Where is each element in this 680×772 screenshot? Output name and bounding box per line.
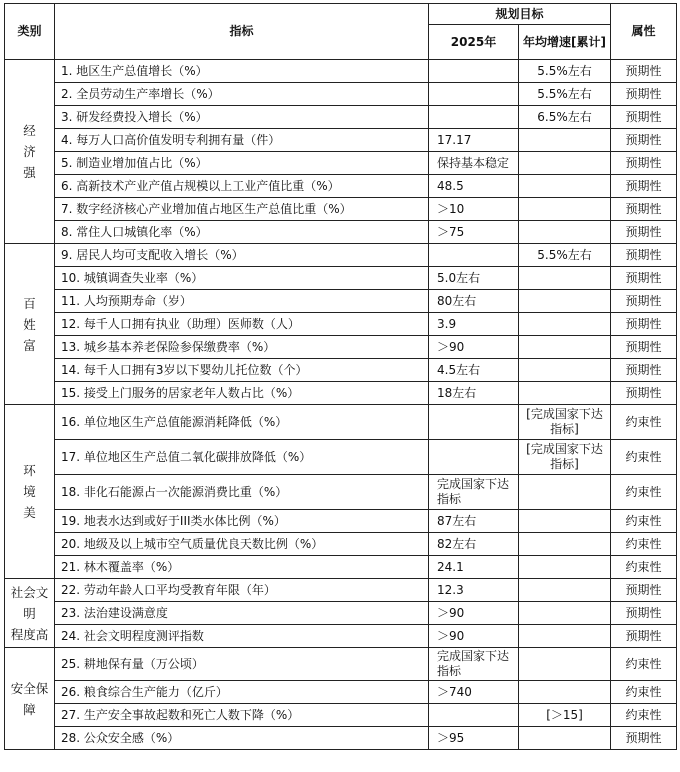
table-row [5,336,677,359]
table-row [5,382,677,405]
table-row [5,198,677,221]
target-cell [429,405,519,440]
table-row [5,704,677,727]
attribute-cell: 预期性 [611,175,677,198]
attribute-cell: 预期性 [611,60,677,83]
annual-rate-cell [519,681,611,704]
indicator-cell: 20. 地级及以上城市空气质量优良天数比例（%） [55,533,429,556]
table-row [5,359,677,382]
attribute-cell: 预期性 [611,579,677,602]
attribute-cell: 约束性 [611,405,677,440]
attribute-cell: 预期性 [611,727,677,750]
category-cell: 社会文明 程度高 [5,579,55,648]
indicator-cell: 24. 社会文明程度测评指数 [55,625,429,648]
annual-rate-cell [519,625,611,648]
target-cell: ＞75 [429,221,519,244]
indicator-cell: 11. 人均预期寿命（岁） [55,290,429,313]
target-cell: ＞90 [429,602,519,625]
indicator-cell: 1. 地区生产总值增长（%） [55,60,429,83]
indicator-cell: 6. 高新技术产业产值占规模以上工业产值比重（%） [55,175,429,198]
annual-rate-cell: [完成国家下达指标] [519,440,611,475]
attribute-cell: 约束性 [611,681,677,704]
table-row [5,405,677,440]
target-cell: 18左右 [429,382,519,405]
target-cell: 完成国家下达指标 [429,648,519,681]
indicator-cell: 5. 制造业增加值占比（%） [55,152,429,175]
category-cell: 环 境 美 [5,405,55,579]
target-cell [429,244,519,267]
annual-rate-cell [519,198,611,221]
table-row [5,533,677,556]
table-row [5,475,677,510]
indicator-table [4,3,677,750]
attribute-cell: 预期性 [611,290,677,313]
indicator-cell: 8. 常住人口城镇化率（%） [55,221,429,244]
annual-rate-cell [519,556,611,579]
target-cell: 5.0左右 [429,267,519,290]
target-cell [429,704,519,727]
annual-rate-cell [519,533,611,556]
table-row [5,106,677,129]
indicator-cell: 18. 非化石能源占一次能源消费比重（%） [55,475,429,510]
table-row [5,556,677,579]
annual-rate-cell [519,382,611,405]
table-row [5,440,677,475]
indicator-cell: 2. 全员劳动生产率增长（%） [55,83,429,106]
table-row [5,648,677,681]
annual-rate-cell: 5.5%左右 [519,244,611,267]
indicator-cell: 21. 林木覆盖率（%） [55,556,429,579]
target-cell: 87左右 [429,510,519,533]
attribute-cell: 预期性 [611,198,677,221]
indicator-cell: 13. 城乡基本养老保险参保缴费率（%） [55,336,429,359]
annual-rate-cell: 5.5%左右 [519,83,611,106]
table-row [5,313,677,336]
annual-rate-cell [519,510,611,533]
annual-rate-cell [519,648,611,681]
annual-rate-cell [519,267,611,290]
header-attribute: 属性 [611,4,677,60]
table-row [5,267,677,290]
annual-rate-cell [519,359,611,382]
attribute-cell: 预期性 [611,336,677,359]
target-cell: 17.17 [429,129,519,152]
annual-rate-cell: 6.5%左右 [519,106,611,129]
target-cell [429,83,519,106]
table-row [5,625,677,648]
table-row [5,152,677,175]
indicator-cell: 17. 单位地区生产总值二氧化碳排放降低（%） [55,440,429,475]
plan-indicator-table [4,3,677,750]
table-row [5,510,677,533]
indicator-cell: 3. 研发经费投入增长（%） [55,106,429,129]
indicator-cell: 28. 公众安全感（%） [55,727,429,750]
indicator-cell: 14. 每千人口拥有3岁以下婴幼儿托位数（个） [55,359,429,382]
annual-rate-cell [519,336,611,359]
target-cell [429,106,519,129]
annual-rate-cell [519,221,611,244]
annual-rate-cell [519,175,611,198]
indicator-cell: 7. 数字经济核心产业增加值占地区生产总值比重（%） [55,198,429,221]
attribute-cell: 约束性 [611,533,677,556]
indicator-cell: 23. 法治建设满意度 [55,602,429,625]
annual-rate-cell [519,727,611,750]
attribute-cell: 约束性 [611,704,677,727]
attribute-cell: 预期性 [611,382,677,405]
indicator-cell: 22. 劳动年龄人口平均受教育年限（年） [55,579,429,602]
attribute-cell: 预期性 [611,221,677,244]
table-row [5,83,677,106]
attribute-cell: 预期性 [611,313,677,336]
attribute-cell: 预期性 [611,267,677,290]
annual-rate-cell [519,152,611,175]
target-cell: 24.1 [429,556,519,579]
target-cell: 82左右 [429,533,519,556]
table-row [5,290,677,313]
target-cell [429,440,519,475]
indicator-cell: 12. 每千人口拥有执业（助理）医师数（人） [55,313,429,336]
annual-rate-cell [519,579,611,602]
annual-rate-cell [519,602,611,625]
indicator-cell: 19. 地表水达到或好于III类水体比例（%） [55,510,429,533]
indicator-cell: 4. 每万人口高价值发明专利拥有量（件） [55,129,429,152]
table-row [5,727,677,750]
attribute-cell: 约束性 [611,648,677,681]
indicator-cell: 25. 耕地保有量（万公顷） [55,648,429,681]
target-cell: 完成国家下达指标 [429,475,519,510]
header-target-2025: 2025年 [429,25,519,60]
header-indicator: 指标 [55,4,429,60]
attribute-cell: 预期性 [611,602,677,625]
table-row [5,244,677,267]
target-cell: 4.5左右 [429,359,519,382]
indicator-cell: 27. 生产安全事故起数和死亡人数下降（%） [55,704,429,727]
target-cell: 3.9 [429,313,519,336]
target-cell: ＞90 [429,625,519,648]
attribute-cell: 预期性 [611,152,677,175]
category-cell: 百 姓 富 [5,244,55,405]
target-cell: ＞10 [429,198,519,221]
table-row [5,175,677,198]
indicator-cell: 9. 居民人均可支配收入增长（%） [55,244,429,267]
attribute-cell: 预期性 [611,129,677,152]
target-cell [429,60,519,83]
attribute-cell: 预期性 [611,359,677,382]
table-row [5,579,677,602]
annual-rate-cell [519,290,611,313]
header-category: 类别 [5,4,55,60]
indicator-cell: 15. 接受上门服务的居家老年人数占比（%） [55,382,429,405]
attribute-cell: 预期性 [611,83,677,106]
target-cell: ＞90 [429,336,519,359]
annual-rate-cell [519,129,611,152]
header-target-group: 规划目标 [429,4,611,25]
target-cell: 80左右 [429,290,519,313]
header-annual-rate: 年均增速[累计] [519,25,611,60]
table-row [5,681,677,704]
table-row [5,129,677,152]
attribute-cell: 约束性 [611,440,677,475]
table-row [5,221,677,244]
indicator-cell: 16. 单位地区生产总值能源消耗降低（%） [55,405,429,440]
attribute-cell: 约束性 [611,510,677,533]
indicator-cell: 10. 城镇调查失业率（%） [55,267,429,290]
target-cell: ＞740 [429,681,519,704]
table-row [5,60,677,83]
attribute-cell: 约束性 [611,475,677,510]
target-cell: ＞95 [429,727,519,750]
annual-rate-cell [519,313,611,336]
category-cell: 安全保障 [5,648,55,750]
annual-rate-cell: [＞15] [519,704,611,727]
attribute-cell: 预期性 [611,244,677,267]
target-cell: 保持基本稳定 [429,152,519,175]
table-row [5,602,677,625]
category-cell: 经 济 强 [5,60,55,244]
attribute-cell: 预期性 [611,106,677,129]
attribute-cell: 约束性 [611,556,677,579]
attribute-cell: 预期性 [611,625,677,648]
annual-rate-cell: [完成国家下达指标] [519,405,611,440]
annual-rate-cell [519,475,611,510]
indicator-cell: 26. 粮食综合生产能力（亿斤） [55,681,429,704]
target-cell: 48.5 [429,175,519,198]
annual-rate-cell: 5.5%左右 [519,60,611,83]
target-cell: 12.3 [429,579,519,602]
